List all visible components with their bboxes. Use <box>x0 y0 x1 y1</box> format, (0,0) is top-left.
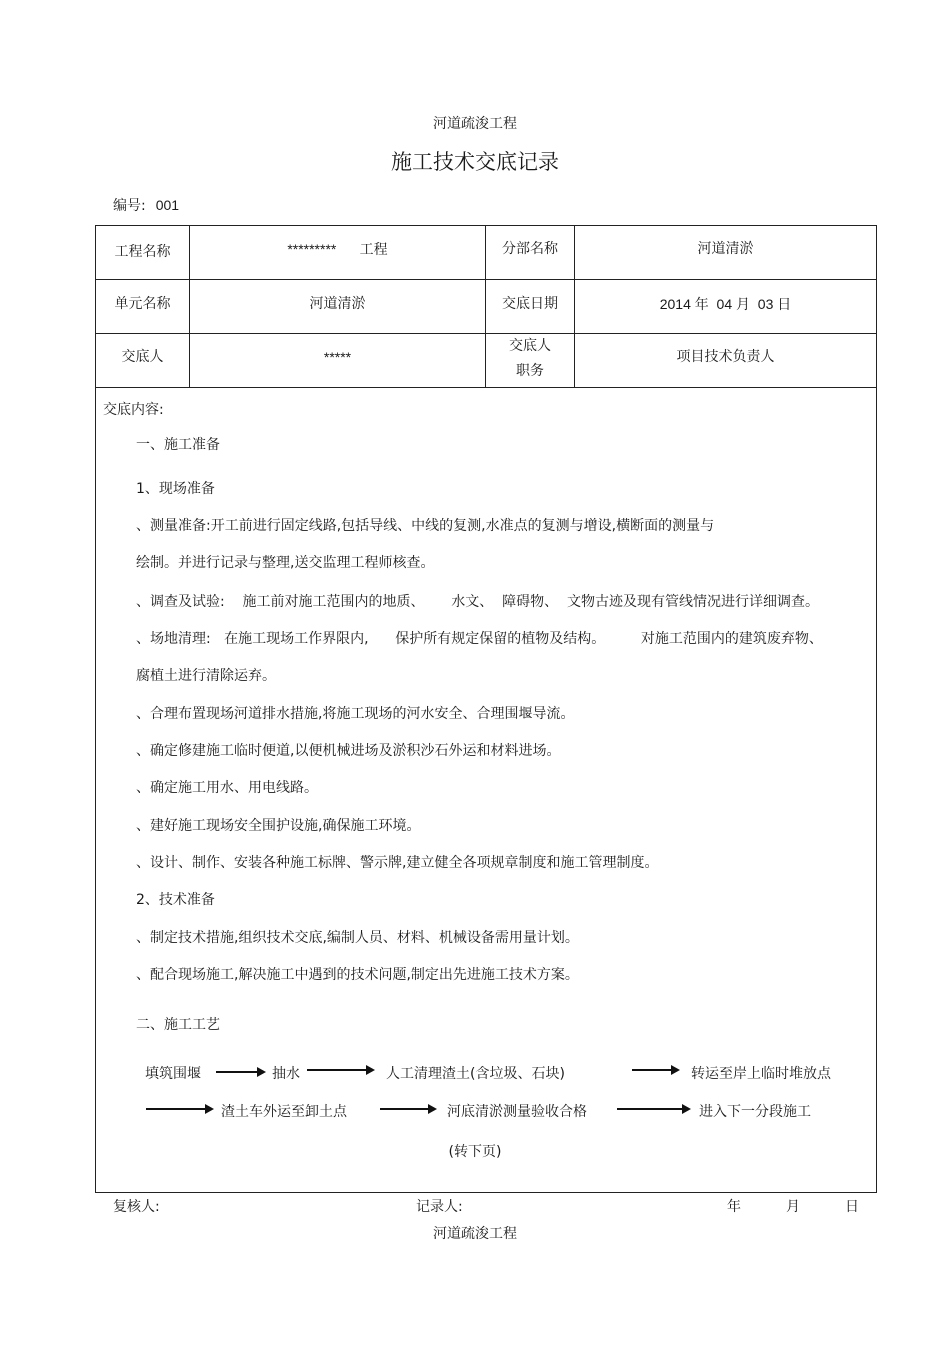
flow-step: 抽水 <box>272 1066 300 1082</box>
document-number-label: 编号: <box>113 198 146 214</box>
document-number <box>113 195 179 215</box>
project-name-label: 工程名称 <box>114 244 171 260</box>
content-paragraph: 、设计、制作、安装各种施工标牌、警示牌,建立健全各项规章制度和施工管理制度。 <box>136 855 659 871</box>
subsection-title: 2、技术准备 <box>136 892 215 908</box>
document-title: 施工技术交底记录 <box>391 150 559 174</box>
content-paragraph: 、确定施工用水、用电线路。 <box>136 780 318 796</box>
content-label: 交底内容: <box>103 402 164 418</box>
arrow-right-icon <box>632 1069 678 1071</box>
document-footer: 河道疏浚工程 <box>433 1226 517 1242</box>
content-paragraph: 腐植土进行清除运弃。 <box>136 668 276 684</box>
position-value: 项目技术负责人 <box>676 349 775 365</box>
month-label: 月 <box>786 1199 800 1215</box>
flow-step: 河底清淤测量验收合格 <box>447 1104 587 1120</box>
division-label: 分部名称 <box>502 240 558 257</box>
flow-step: 渣土车外运至卸土点 <box>221 1104 347 1120</box>
content-paragraph: 、场地清理: 在施工现场工作界限内, 保护所有规定保留的植物及结构。 对施工范围内的建筑废弃物、 <box>136 631 823 647</box>
content-paragraph: 、测量准备:开工前进行固定线路,包括导线、中线的复测,水准点的复测与增设,横断面的测量与 <box>136 518 715 534</box>
arrow-right-icon <box>216 1071 264 1073</box>
content-paragraph: 、配合现场施工,解决施工中遇到的技术问题,制定出先进施工技术方案。 <box>136 967 579 983</box>
subsection-title: 1、现场准备 <box>136 481 215 497</box>
day-label: 日 <box>845 1199 859 1215</box>
arrow-right-icon <box>617 1108 689 1110</box>
position-label-line: 职务 <box>516 363 544 379</box>
section-title: 二、施工工艺 <box>136 1017 220 1033</box>
content-paragraph: 、制定技术措施,组织技术交底,编制人员、材料、机械设备需用量计划。 <box>136 930 579 946</box>
project-name-value: ********* 工程 <box>287 240 388 257</box>
date-value: 2014 年 04 月 03 日 <box>659 296 792 312</box>
presenter-value: ***** <box>323 349 352 365</box>
document-header: 河道疏浚工程 <box>433 116 517 132</box>
flow-step: 人工清理渣土(含垃圾、石块) <box>386 1066 565 1082</box>
flow-step: 转运至岸上临时堆放点 <box>691 1066 831 1082</box>
content-paragraph: 、确定修建施工临时便道,以便机械进场及淤积沙石外运和材料进场。 <box>136 743 561 759</box>
reviewer-label: 复核人: <box>113 1199 160 1215</box>
document-number-value: 001 <box>155 197 180 213</box>
continued-note: (转下页) <box>448 1144 502 1160</box>
table-border-right <box>876 225 877 1193</box>
content-paragraph: 、建好施工现场安全围护设施,确保施工环境。 <box>136 818 421 834</box>
arrow-right-icon <box>146 1108 212 1110</box>
table-border-bottom <box>95 1192 877 1193</box>
position-label-line: 交底人 <box>509 338 551 354</box>
table-row-divider <box>95 387 877 388</box>
section-title: 一、施工准备 <box>136 437 220 453</box>
content-paragraph: 、合理布置现场河道排水措施,将施工现场的河水安全、合理围堰导流。 <box>136 706 575 722</box>
arrow-right-icon <box>307 1069 373 1071</box>
year-label: 年 <box>727 1199 741 1215</box>
content-paragraph: 绘制。并进行记录与整理,送交监理工程师核查。 <box>136 555 435 571</box>
division-value: 河道清淤 <box>697 240 754 257</box>
unit-name-label: 单元名称 <box>114 296 171 312</box>
unit-name-value: 河道清淤 <box>309 296 366 312</box>
position-label <box>486 334 574 384</box>
arrow-right-icon <box>380 1108 435 1110</box>
flow-step: 进入下一分段施工 <box>699 1104 811 1120</box>
recorder-label: 记录人: <box>416 1199 463 1215</box>
flow-step: 填筑围堰 <box>145 1066 201 1082</box>
date-label: 交底日期 <box>502 296 558 312</box>
presenter-label: 交底人 <box>121 349 164 365</box>
content-paragraph: 、调查及试验: 施工前对施工范围内的地质、 水文、 障碍物、 文物古迹及现有管线情况进行详细调查。 <box>136 594 820 610</box>
